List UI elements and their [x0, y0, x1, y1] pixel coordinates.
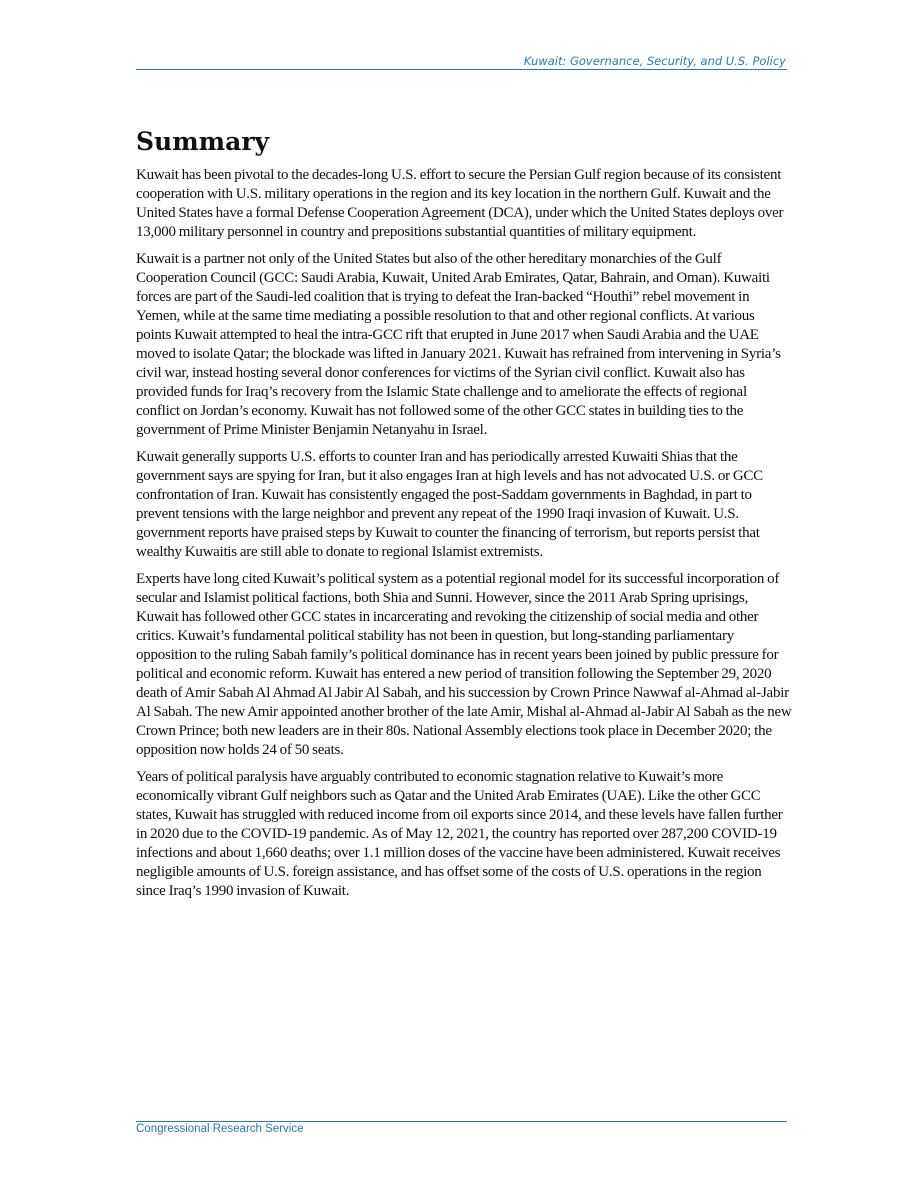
- summary-paragraph-3: Kuwait generally supports U.S. efforts to counter Iran and has periodically arrested Kuwaiti Shias that the government says are spying for Iran, but it also engages Iran at high levels and has not advocated U.S. or GCC confrontation of Iran. Kuwait has consistently engaged the post-Saddam governments in Baghdad, in part to prevent tensions with the large neighbor and prevent any repeat of the 1990 Iraqi invasion of Kuwait. U.S. government reports have praised steps by Kuwait to counter the financing of terrorism, but reports persist that wealthy Kuwaitis are still able to donate to regional Islamist extremists.: [136, 449, 763, 560]
- footer-divider: [136, 1121, 787, 1122]
- summary-paragraph-1: Kuwait has been pivotal to the decades-long U.S. effort to secure the Persian Gulf region because of its consistent cooperation with U.S. military operations in the region and its key location in the northern Gulf. Kuwait and the United States have a formal Defense Cooperation Agreement (DCA), under which the United States deploys over 13,000 military personnel in country and prepositions substantial quantities of military equipment.: [136, 167, 784, 240]
- section-heading: Summary: [136, 127, 270, 156]
- header-divider: [136, 69, 787, 70]
- summary-paragraph-5: Years of political paralysis have arguably contributed to economic stagnation relative to Kuwait’s more economically vibrant Gulf neighbors such as Qatar and the United Arab Emirates (UAE). Like the other GCC states, Kuwait has struggled with reduced income from oil exports since 2014, and these levels have fallen further in 2020 due to the COVID-19 pandemic. As of May 12, 2021, the country has reported over 287,200 COVID-19 infections and about 1,660 deaths; over 1.1 million doses of the vaccine have been administered. Kuwait receives negligible amounts of U.S. foreign assistance, and has offset some of the costs of U.S. operations in the region since Iraq’s 1990 invasion of Kuwait.: [136, 769, 783, 899]
- summary-paragraph-2: Kuwait is a partner not only of the United States but also of the other hereditary monarchies of the Gulf Cooperation Council (GCC: Saudi Arabia, Kuwait, United Arab Emirates, Qatar, Bahrain, and Oman). Kuwaiti forces are part of the Saudi-led coalition that is trying to defeat the Iran-backed “Houthi” rebel movement in Yemen, while at the same time mediating a possible resolution to that and other regional conflicts. At various points Kuwait attempted to heal the intra-GCC rift that erupted in June 2017 when Saudi Arabia and the UAE moved to isolate Qatar; the blockade was lifted in January 2021. Kuwait has refrained from intervening in Syria’s civil war, instead hosting several donor conferences for victims of the Syrian civil conflict. Kuwait also has provided funds for Iraq’s recovery from the Islamic State challenge and to ameliorate the effects of regional conflict on Jordan’s economy. Kuwait has not followed some of the other GCC states in building ties to the government of Prime Minister Benjamin Netanyahu in Israel.: [136, 251, 781, 438]
- summary-section: [136, 124, 792, 909]
- footer-source: Congressional Research Service: [136, 1123, 304, 1135]
- summary-paragraph-4: Experts have long cited Kuwait’s political system as a potential regional model for its successful incorporation of secular and Islamist political factions, both Shia and Sunni. However, since the 2011 Arab Spring uprisings, Kuwait has followed other GCC states in incarcerating and revoking the citizenship of social media and other critics. Kuwait’s fundamental political stability has not been in question, but long-standing parliamentary opposition to the ruling Sabah family’s political dominance has in recent years been joined by public pressure for political and economic reform. Kuwait has entered a new period of transition following the September 29, 2020 death of Amir Sabah Al Ahmad Al Jabir Al Sabah, and his succession by Crown Prince Nawwaf al-Ahmad al-Jabir Al Sabah. The new Amir appointed another brother of the late Amir, Mishal al-Ahmad al-Jabir Al Sabah as the new Crown Prince; both new leaders are in their 80s. National Assembly elections took place in December 2020; the opposition now holds 24 of 50 seats.: [136, 571, 792, 758]
- running-header-title: Kuwait: Governance, Security, and U.S. Policy: [523, 54, 786, 68]
